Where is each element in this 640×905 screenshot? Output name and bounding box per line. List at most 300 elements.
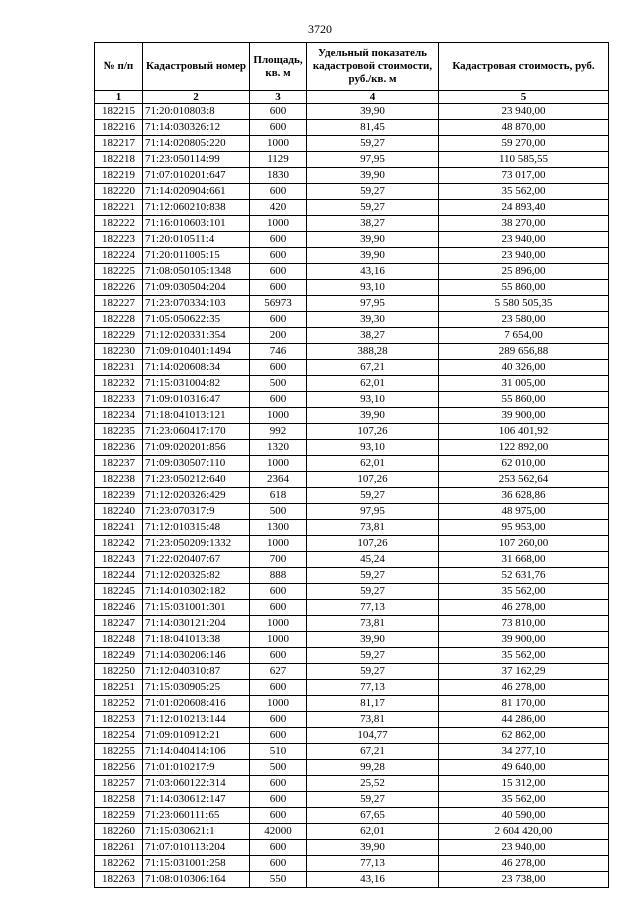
- cadastral-number-cell: 71:14:020904:661: [143, 184, 250, 200]
- area-cell: 600: [250, 280, 307, 296]
- row-number-cell: 182239: [95, 488, 143, 504]
- cadastral-value-cell: 39 900,00: [439, 632, 609, 648]
- table-row: [95, 696, 609, 712]
- table-row: [95, 408, 609, 424]
- table-row: [95, 536, 609, 552]
- area-cell: 600: [250, 856, 307, 872]
- cadastral-value-cell: 23 580,00: [439, 312, 609, 328]
- cadastral-number-cell: 71:07:010201:647: [143, 168, 250, 184]
- area-cell: 1000: [250, 696, 307, 712]
- cadastral-value-cell: 7 654,00: [439, 328, 609, 344]
- cadastral-value-table: [94, 42, 609, 888]
- area-cell: 600: [250, 840, 307, 856]
- area-cell: 1830: [250, 168, 307, 184]
- cadastral-number-cell: 71:14:020608:34: [143, 360, 250, 376]
- area-cell: 1129: [250, 152, 307, 168]
- cadastral-value-cell: 253 562,64: [439, 472, 609, 488]
- table-row: [95, 840, 609, 856]
- cadastral-value-cell: 110 585,55: [439, 152, 609, 168]
- area-cell: 600: [250, 120, 307, 136]
- area-cell: 1000: [250, 408, 307, 424]
- area-cell: 600: [250, 728, 307, 744]
- area-cell: 550: [250, 872, 307, 888]
- table-row: [95, 440, 609, 456]
- row-number-cell: 182250: [95, 664, 143, 680]
- cadastral-value-cell: 15 312,00: [439, 776, 609, 792]
- cadastral-value-cell: 44 286,00: [439, 712, 609, 728]
- area-cell: 600: [250, 776, 307, 792]
- row-number-cell: 182223: [95, 232, 143, 248]
- cadastral-number-cell: 71:16:010603:101: [143, 216, 250, 232]
- cadastral-number-cell: 71:12:020331:354: [143, 328, 250, 344]
- area-cell: 500: [250, 760, 307, 776]
- cadastral-number-cell: 71:09:010401:1494: [143, 344, 250, 360]
- area-cell: 1000: [250, 616, 307, 632]
- table-row: [95, 680, 609, 696]
- table-row: [95, 712, 609, 728]
- cadastral-value-cell: 73 810,00: [439, 616, 609, 632]
- column-number: 3: [250, 91, 307, 104]
- cadastral-number-cell: 71:23:060111:65: [143, 808, 250, 824]
- cadastral-number-cell: 71:23:050114:99: [143, 152, 250, 168]
- specific-value-cell: 38,27: [307, 328, 439, 344]
- specific-value-cell: 107,26: [307, 472, 439, 488]
- specific-value-cell: 39,30: [307, 312, 439, 328]
- row-number-cell: 182222: [95, 216, 143, 232]
- area-cell: 1320: [250, 440, 307, 456]
- row-number-cell: 182254: [95, 728, 143, 744]
- row-number-cell: 182242: [95, 536, 143, 552]
- cadastral-value-cell: 73 017,00: [439, 168, 609, 184]
- cadastral-value-cell: 49 640,00: [439, 760, 609, 776]
- area-cell: 627: [250, 664, 307, 680]
- row-number-cell: 182231: [95, 360, 143, 376]
- cadastral-value-cell: 23 940,00: [439, 232, 609, 248]
- specific-value-cell: 93,10: [307, 280, 439, 296]
- row-number-cell: 182219: [95, 168, 143, 184]
- cadastral-value-cell: 106 401,92: [439, 424, 609, 440]
- cadastral-value-cell: 2 604 420,00: [439, 824, 609, 840]
- cadastral-number-cell: 71:23:050212:640: [143, 472, 250, 488]
- specific-value-cell: 43,16: [307, 872, 439, 888]
- table-row: [95, 328, 609, 344]
- cadastral-value-cell: 48 870,00: [439, 120, 609, 136]
- cadastral-number-cell: 71:01:020608:416: [143, 696, 250, 712]
- column-number: 1: [95, 91, 143, 104]
- table-row: [95, 584, 609, 600]
- table-row: [95, 312, 609, 328]
- area-cell: 500: [250, 376, 307, 392]
- area-cell: 600: [250, 648, 307, 664]
- area-cell: 618: [250, 488, 307, 504]
- specific-value-cell: 59,27: [307, 184, 439, 200]
- cadastral-number-cell: 71:05:050622:35: [143, 312, 250, 328]
- table-header-row: [95, 43, 609, 91]
- area-cell: 888: [250, 568, 307, 584]
- table-row: [95, 872, 609, 888]
- table-row: [95, 600, 609, 616]
- cadastral-value-cell: 35 562,00: [439, 584, 609, 600]
- table-row: [95, 552, 609, 568]
- area-cell: 600: [250, 312, 307, 328]
- row-number-cell: 182247: [95, 616, 143, 632]
- cadastral-value-cell: 62 862,00: [439, 728, 609, 744]
- row-number-cell: 182217: [95, 136, 143, 152]
- column-number: 4: [307, 91, 439, 104]
- specific-value-cell: 59,27: [307, 488, 439, 504]
- cadastral-number-cell: 71:12:010213:144: [143, 712, 250, 728]
- specific-value-cell: 39,90: [307, 632, 439, 648]
- table-row: [95, 776, 609, 792]
- cadastral-number-cell: 71:03:060122:314: [143, 776, 250, 792]
- cadastral-number-cell: 71:14:010302:182: [143, 584, 250, 600]
- cadastral-value-cell: 95 953,00: [439, 520, 609, 536]
- cadastral-number-cell: 71:22:020407:67: [143, 552, 250, 568]
- row-number-cell: 182256: [95, 760, 143, 776]
- cadastral-number-cell: 71:23:070317:9: [143, 504, 250, 520]
- header-cadastral-number: Кадастровый номер: [143, 43, 250, 91]
- specific-value-cell: 77,13: [307, 600, 439, 616]
- table-row: [95, 104, 609, 120]
- row-number-cell: 182240: [95, 504, 143, 520]
- row-number-cell: 182232: [95, 376, 143, 392]
- cadastral-number-cell: 71:14:030612:147: [143, 792, 250, 808]
- cadastral-value-cell: 37 162,29: [439, 664, 609, 680]
- header-specific-value: Удельный показатель кадастровой стоимости, руб./кв. м: [307, 43, 439, 91]
- row-number-cell: 182245: [95, 584, 143, 600]
- cadastral-value-cell: 289 656,88: [439, 344, 609, 360]
- cadastral-number-cell: 71:15:031001:301: [143, 600, 250, 616]
- table-row: [95, 664, 609, 680]
- header-area: Площадь, кв. м: [250, 43, 307, 91]
- cadastral-value-cell: 35 562,00: [439, 184, 609, 200]
- specific-value-cell: 39,90: [307, 408, 439, 424]
- cadastral-number-cell: 71:23:070334:103: [143, 296, 250, 312]
- specific-value-cell: 104,77: [307, 728, 439, 744]
- cadastral-number-cell: 71:09:030504:204: [143, 280, 250, 296]
- specific-value-cell: 93,10: [307, 392, 439, 408]
- table-row: [95, 296, 609, 312]
- specific-value-cell: 59,27: [307, 200, 439, 216]
- cadastral-value-cell: 23 940,00: [439, 840, 609, 856]
- specific-value-cell: 67,65: [307, 808, 439, 824]
- specific-value-cell: 59,27: [307, 648, 439, 664]
- table-row: [95, 824, 609, 840]
- cadastral-value-cell: 52 631,76: [439, 568, 609, 584]
- area-cell: 600: [250, 392, 307, 408]
- cadastral-value-cell: 24 893,40: [439, 200, 609, 216]
- cadastral-value-cell: 122 892,00: [439, 440, 609, 456]
- cadastral-value-cell: 38 270,00: [439, 216, 609, 232]
- row-number-cell: 182248: [95, 632, 143, 648]
- cadastral-number-cell: 71:09:030507:110: [143, 456, 250, 472]
- cadastral-value-cell: 40 326,00: [439, 360, 609, 376]
- area-cell: 992: [250, 424, 307, 440]
- cadastral-number-cell: 71:12:020325:82: [143, 568, 250, 584]
- table-row: [95, 760, 609, 776]
- table-body: [95, 104, 609, 888]
- cadastral-number-cell: 71:12:020326:429: [143, 488, 250, 504]
- specific-value-cell: 73,81: [307, 520, 439, 536]
- column-number-row: [95, 91, 609, 104]
- area-cell: 600: [250, 232, 307, 248]
- row-number-cell: 182251: [95, 680, 143, 696]
- cadastral-value-cell: 59 270,00: [439, 136, 609, 152]
- cadastral-number-cell: 71:18:041013:121: [143, 408, 250, 424]
- cadastral-number-cell: 71:12:060210:838: [143, 200, 250, 216]
- area-cell: 200: [250, 328, 307, 344]
- cadastral-number-cell: 71:09:010912:21: [143, 728, 250, 744]
- area-cell: 42000: [250, 824, 307, 840]
- cadastral-number-cell: 71:23:060417:170: [143, 424, 250, 440]
- cadastral-value-cell: 31 668,00: [439, 552, 609, 568]
- row-number-cell: 182257: [95, 776, 143, 792]
- area-cell: 2364: [250, 472, 307, 488]
- area-cell: 600: [250, 792, 307, 808]
- row-number-cell: 182243: [95, 552, 143, 568]
- row-number-cell: 182258: [95, 792, 143, 808]
- cadastral-number-cell: 71:01:010217:9: [143, 760, 250, 776]
- cadastral-number-cell: 71:08:050105:1348: [143, 264, 250, 280]
- cadastral-number-cell: 71:14:020805:220: [143, 136, 250, 152]
- cadastral-value-cell: 23 738,00: [439, 872, 609, 888]
- table-row: [95, 392, 609, 408]
- cadastral-number-cell: 71:09:020201:856: [143, 440, 250, 456]
- row-number-cell: 182225: [95, 264, 143, 280]
- row-number-cell: 182252: [95, 696, 143, 712]
- cadastral-value-cell: 25 896,00: [439, 264, 609, 280]
- row-number-cell: 182216: [95, 120, 143, 136]
- header-cadastral-value: Кадастровая стоимость, руб.: [439, 43, 609, 91]
- cadastral-value-cell: 46 278,00: [439, 600, 609, 616]
- table-row: [95, 216, 609, 232]
- cadastral-number-cell: 71:18:041013:38: [143, 632, 250, 648]
- area-cell: 746: [250, 344, 307, 360]
- specific-value-cell: 59,27: [307, 568, 439, 584]
- row-number-cell: 182260: [95, 824, 143, 840]
- specific-value-cell: 39,90: [307, 232, 439, 248]
- row-number-cell: 182224: [95, 248, 143, 264]
- cadastral-number-cell: 71:20:011005:15: [143, 248, 250, 264]
- specific-value-cell: 25,52: [307, 776, 439, 792]
- area-cell: 1000: [250, 456, 307, 472]
- cadastral-number-cell: 71:15:030621:1: [143, 824, 250, 840]
- row-number-cell: 182261: [95, 840, 143, 856]
- page-number: 3720: [308, 22, 332, 36]
- table-row: [95, 856, 609, 872]
- table-row: [95, 184, 609, 200]
- specific-value-cell: 62,01: [307, 376, 439, 392]
- row-number-cell: 182226: [95, 280, 143, 296]
- column-number: 2: [143, 91, 250, 104]
- row-number-cell: 182246: [95, 600, 143, 616]
- cadastral-value-cell: 55 860,00: [439, 280, 609, 296]
- table-row: [95, 520, 609, 536]
- area-cell: 600: [250, 360, 307, 376]
- table-row: [95, 616, 609, 632]
- table-row: [95, 152, 609, 168]
- area-cell: 600: [250, 584, 307, 600]
- table-row: [95, 360, 609, 376]
- table-row: [95, 792, 609, 808]
- cadastral-number-cell: 71:09:010316:47: [143, 392, 250, 408]
- area-cell: 700: [250, 552, 307, 568]
- table-row: [95, 456, 609, 472]
- cadastral-value-cell: 40 590,00: [439, 808, 609, 824]
- cadastral-value-cell: 36 628,86: [439, 488, 609, 504]
- cadastral-value-cell: 31 005,00: [439, 376, 609, 392]
- area-cell: 1000: [250, 632, 307, 648]
- area-cell: 56973: [250, 296, 307, 312]
- row-number-cell: 182241: [95, 520, 143, 536]
- row-number-cell: 182262: [95, 856, 143, 872]
- specific-value-cell: 107,26: [307, 424, 439, 440]
- cadastral-value-cell: 35 562,00: [439, 792, 609, 808]
- row-number-cell: 182249: [95, 648, 143, 664]
- row-number-cell: 182255: [95, 744, 143, 760]
- cadastral-value-cell: 62 010,00: [439, 456, 609, 472]
- row-number-cell: 182227: [95, 296, 143, 312]
- row-number-cell: 182236: [95, 440, 143, 456]
- table-row: [95, 232, 609, 248]
- area-cell: 600: [250, 680, 307, 696]
- cadastral-number-cell: 71:12:040310:87: [143, 664, 250, 680]
- specific-value-cell: 67,21: [307, 744, 439, 760]
- specific-value-cell: 81,17: [307, 696, 439, 712]
- row-number-cell: 182220: [95, 184, 143, 200]
- area-cell: 600: [250, 264, 307, 280]
- cadastral-value-cell: 23 940,00: [439, 104, 609, 120]
- specific-value-cell: 59,27: [307, 136, 439, 152]
- area-cell: 420: [250, 200, 307, 216]
- specific-value-cell: 39,90: [307, 248, 439, 264]
- table-row: [95, 280, 609, 296]
- row-number-cell: 182228: [95, 312, 143, 328]
- row-number-cell: 182235: [95, 424, 143, 440]
- cadastral-number-cell: 71:20:010803:8: [143, 104, 250, 120]
- row-number-cell: 182253: [95, 712, 143, 728]
- specific-value-cell: 107,26: [307, 536, 439, 552]
- table-row: [95, 632, 609, 648]
- cadastral-value-cell: 107 260,00: [439, 536, 609, 552]
- cadastral-value-cell: 23 940,00: [439, 248, 609, 264]
- table-row: [95, 264, 609, 280]
- specific-value-cell: 43,16: [307, 264, 439, 280]
- row-number-cell: 182215: [95, 104, 143, 120]
- cadastral-number-cell: 71:12:010315:48: [143, 520, 250, 536]
- specific-value-cell: 81,45: [307, 120, 439, 136]
- table-row: [95, 376, 609, 392]
- specific-value-cell: 39,90: [307, 104, 439, 120]
- table-row: [95, 808, 609, 824]
- row-number-cell: 182218: [95, 152, 143, 168]
- area-cell: 1000: [250, 136, 307, 152]
- row-number-cell: 182263: [95, 872, 143, 888]
- table-row: [95, 488, 609, 504]
- cadastral-value-cell: 34 277,10: [439, 744, 609, 760]
- table-row: [95, 424, 609, 440]
- table-row: [95, 744, 609, 760]
- cadastral-number-cell: 71:14:030326:12: [143, 120, 250, 136]
- specific-value-cell: 73,81: [307, 616, 439, 632]
- specific-value-cell: 39,90: [307, 168, 439, 184]
- area-cell: 600: [250, 712, 307, 728]
- table-row: [95, 248, 609, 264]
- area-cell: 510: [250, 744, 307, 760]
- cadastral-value-cell: 39 900,00: [439, 408, 609, 424]
- specific-value-cell: 62,01: [307, 824, 439, 840]
- table-row: [95, 344, 609, 360]
- row-number-cell: 182244: [95, 568, 143, 584]
- specific-value-cell: 45,24: [307, 552, 439, 568]
- row-number-cell: 182238: [95, 472, 143, 488]
- specific-value-cell: 67,21: [307, 360, 439, 376]
- row-number-cell: 182259: [95, 808, 143, 824]
- area-cell: 600: [250, 104, 307, 120]
- table-row: [95, 504, 609, 520]
- row-number-cell: 182229: [95, 328, 143, 344]
- specific-value-cell: 97,95: [307, 296, 439, 312]
- specific-value-cell: 73,81: [307, 712, 439, 728]
- cadastral-number-cell: 71:20:010511:4: [143, 232, 250, 248]
- column-number: 5: [439, 91, 609, 104]
- area-cell: 1000: [250, 536, 307, 552]
- cadastral-value-cell: 35 562,00: [439, 648, 609, 664]
- specific-value-cell: 38,27: [307, 216, 439, 232]
- cadastral-value-cell: 46 278,00: [439, 856, 609, 872]
- specific-value-cell: 59,27: [307, 584, 439, 600]
- cadastral-number-cell: 71:23:050209:1332: [143, 536, 250, 552]
- cadastral-number-cell: 71:14:030121:204: [143, 616, 250, 632]
- cadastral-number-cell: 71:15:030905:25: [143, 680, 250, 696]
- cadastral-number-cell: 71:08:010306:164: [143, 872, 250, 888]
- cadastral-value-cell: 55 860,00: [439, 392, 609, 408]
- row-number-cell: 182233: [95, 392, 143, 408]
- cadastral-number-cell: 71:07:010113:204: [143, 840, 250, 856]
- specific-value-cell: 77,13: [307, 680, 439, 696]
- specific-value-cell: 99,28: [307, 760, 439, 776]
- row-number-cell: 182237: [95, 456, 143, 472]
- area-cell: 600: [250, 184, 307, 200]
- table-row: [95, 168, 609, 184]
- specific-value-cell: 97,95: [307, 152, 439, 168]
- cadastral-number-cell: 71:15:031004:82: [143, 376, 250, 392]
- table-row: [95, 136, 609, 152]
- cadastral-number-cell: 71:14:040414:106: [143, 744, 250, 760]
- cadastral-value-cell: 48 975,00: [439, 504, 609, 520]
- table-row: [95, 728, 609, 744]
- table-row: [95, 472, 609, 488]
- area-cell: 500: [250, 504, 307, 520]
- table-row: [95, 648, 609, 664]
- area-cell: 600: [250, 600, 307, 616]
- specific-value-cell: 93,10: [307, 440, 439, 456]
- specific-value-cell: 39,90: [307, 840, 439, 856]
- specific-value-cell: 77,13: [307, 856, 439, 872]
- row-number-cell: 182221: [95, 200, 143, 216]
- cadastral-value-cell: 81 170,00: [439, 696, 609, 712]
- row-number-cell: 182234: [95, 408, 143, 424]
- row-number-cell: 182230: [95, 344, 143, 360]
- cadastral-number-cell: 71:15:031001:258: [143, 856, 250, 872]
- specific-value-cell: 59,27: [307, 792, 439, 808]
- table-row: [95, 568, 609, 584]
- cadastral-number-cell: 71:14:030206:146: [143, 648, 250, 664]
- table-row: [95, 200, 609, 216]
- specific-value-cell: 59,27: [307, 664, 439, 680]
- specific-value-cell: 388,28: [307, 344, 439, 360]
- cadastral-value-cell: 46 278,00: [439, 680, 609, 696]
